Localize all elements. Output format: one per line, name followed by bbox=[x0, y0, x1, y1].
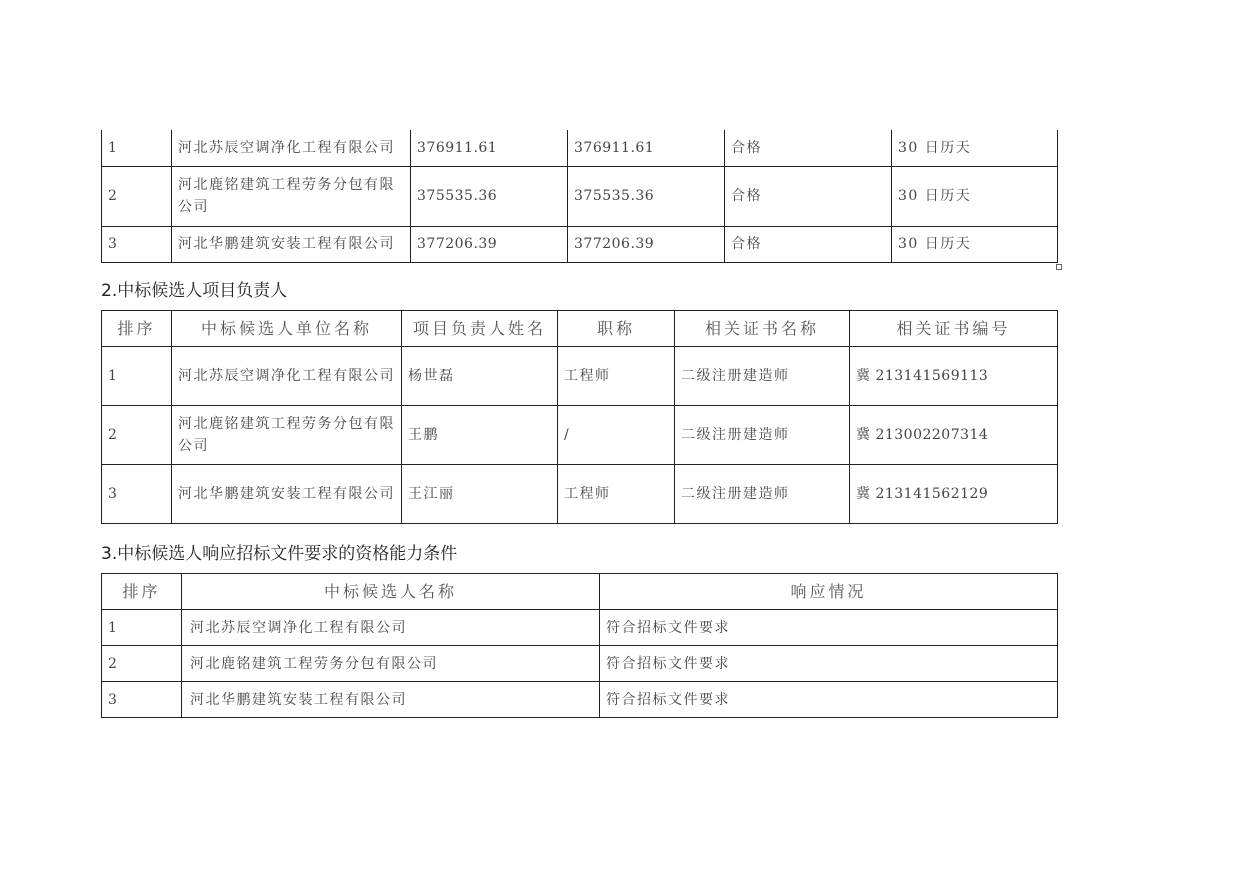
cert-number-cell: 冀 213002207314 bbox=[850, 406, 1058, 465]
section-heading-project-manager: 2.中标候选人项目负责人 bbox=[101, 281, 288, 301]
company-cell: 河北华鹏建筑安装工程有限公司 bbox=[182, 682, 600, 718]
cert-name-cell: 二级注册建造师 bbox=[675, 347, 850, 406]
result-cell: 合格 bbox=[725, 130, 892, 166]
column-header: 职称 bbox=[558, 311, 675, 347]
cert-name-cell: 二级注册建造师 bbox=[675, 406, 850, 465]
rank-cell: 3 bbox=[102, 226, 172, 262]
column-header: 项目负责人姓名 bbox=[402, 311, 558, 347]
rank-cell: 2 bbox=[102, 406, 172, 465]
rank-cell: 1 bbox=[102, 610, 182, 646]
manager-name-cell: 王江丽 bbox=[402, 465, 558, 524]
bid-price-table bbox=[101, 130, 1058, 263]
company-cell: 河北鹿铭建筑工程劳务分包有限公司 bbox=[172, 166, 411, 226]
review-price-cell: 375535.36 bbox=[568, 166, 725, 226]
table-header-row bbox=[102, 311, 1058, 347]
result-cell: 合格 bbox=[725, 226, 892, 262]
rank-cell: 2 bbox=[102, 646, 182, 682]
table-row bbox=[102, 646, 1058, 682]
title-cell: 工程师 bbox=[558, 347, 675, 406]
cert-number-cell: 冀 213141562129 bbox=[850, 465, 1058, 524]
table-row bbox=[102, 130, 1058, 166]
response-cell: 符合招标文件要求 bbox=[600, 646, 1058, 682]
rank-cell: 2 bbox=[102, 166, 172, 226]
period-cell: 30 日历天 bbox=[892, 226, 1058, 262]
response-cell: 符合招标文件要求 bbox=[600, 610, 1058, 646]
manager-name-cell: 杨世磊 bbox=[402, 347, 558, 406]
section-heading-qualification: 3.中标候选人响应招标文件要求的资格能力条件 bbox=[101, 544, 458, 564]
table-row bbox=[102, 226, 1058, 262]
rank-cell: 3 bbox=[102, 682, 182, 718]
cert-name-cell: 二级注册建造师 bbox=[675, 465, 850, 524]
table-row bbox=[102, 347, 1058, 406]
project-manager-table bbox=[101, 310, 1058, 524]
qualification-table bbox=[101, 573, 1058, 718]
company-cell: 河北华鹏建筑安装工程有限公司 bbox=[172, 226, 411, 262]
company-cell: 河北苏辰空调净化工程有限公司 bbox=[182, 610, 600, 646]
period-cell: 30 日历天 bbox=[892, 166, 1058, 226]
rank-cell: 1 bbox=[102, 347, 172, 406]
period-cell: 30 日历天 bbox=[892, 130, 1058, 166]
table-row bbox=[102, 610, 1058, 646]
company-cell: 河北苏辰空调净化工程有限公司 bbox=[172, 347, 402, 406]
title-cell: 工程师 bbox=[558, 465, 675, 524]
table-header-row bbox=[102, 574, 1058, 610]
column-header: 相关证书名称 bbox=[675, 311, 850, 347]
table-row bbox=[102, 465, 1058, 524]
column-header: 中标候选人名称 bbox=[182, 574, 600, 610]
cert-number-cell: 冀 213141569113 bbox=[850, 347, 1058, 406]
review-price-cell: 376911.61 bbox=[568, 130, 725, 166]
rank-cell: 1 bbox=[102, 130, 172, 166]
company-cell: 河北鹿铭建筑工程劳务分包有限公司 bbox=[172, 406, 402, 465]
bid-price-cell: 377206.39 bbox=[411, 226, 568, 262]
result-cell: 合格 bbox=[725, 166, 892, 226]
table-row bbox=[102, 406, 1058, 465]
rank-cell: 3 bbox=[102, 465, 172, 524]
column-header: 排序 bbox=[102, 574, 182, 610]
manager-name-cell: 王鹏 bbox=[402, 406, 558, 465]
response-cell: 符合招标文件要求 bbox=[600, 682, 1058, 718]
company-cell: 河北苏辰空调净化工程有限公司 bbox=[172, 130, 411, 166]
table-resize-handle[interactable] bbox=[1056, 264, 1062, 270]
column-header: 中标候选人单位名称 bbox=[172, 311, 402, 347]
title-cell: / bbox=[558, 406, 675, 465]
table-row bbox=[102, 682, 1058, 718]
company-cell: 河北鹿铭建筑工程劳务分包有限公司 bbox=[182, 646, 600, 682]
review-price-cell: 377206.39 bbox=[568, 226, 725, 262]
table-row bbox=[102, 166, 1058, 226]
bid-price-cell: 376911.61 bbox=[411, 130, 568, 166]
column-header: 排序 bbox=[102, 311, 172, 347]
column-header: 相关证书编号 bbox=[850, 311, 1058, 347]
bid-price-cell: 375535.36 bbox=[411, 166, 568, 226]
company-cell: 河北华鹏建筑安装工程有限公司 bbox=[172, 465, 402, 524]
column-header: 响应情况 bbox=[600, 574, 1058, 610]
